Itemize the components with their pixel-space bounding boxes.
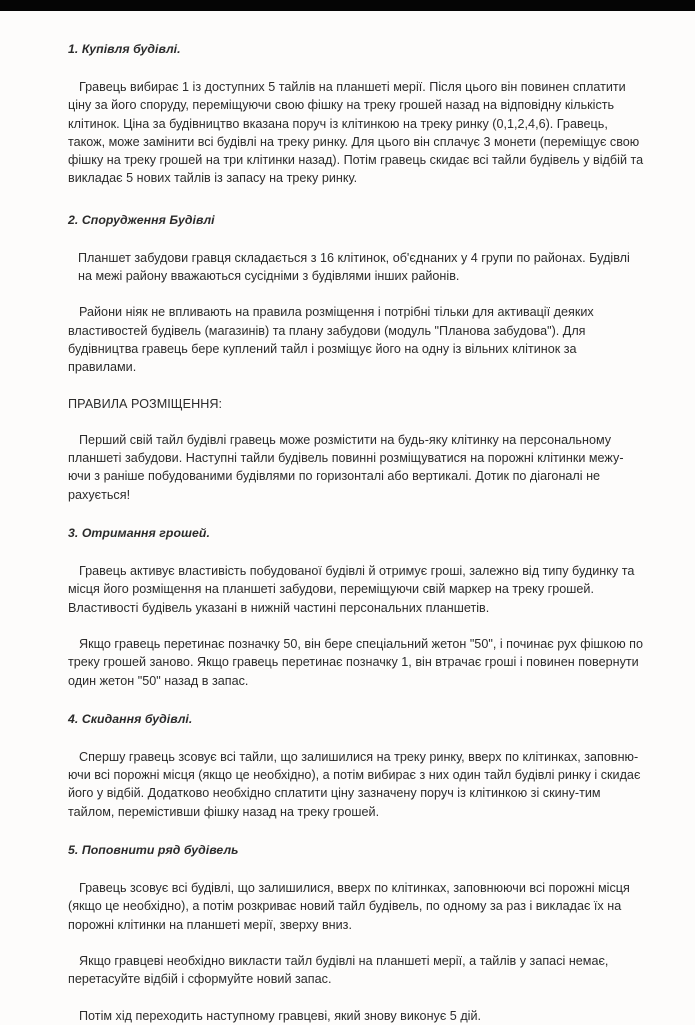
spacer [68,617,645,635]
document-page [0,11,695,1023]
section-1-paragraph-1: Гравець вибирає 1 із доступних 5 тайлів на планшеті мерії. Після цього він повинен сплатити ціну за його споруду, переміщуючи свою фішку на треку грошей назад на відповідну кількість клітинок. Ціна за будівництво вказана поруч із клітинкою на треку ринку (0,1,2,4,6). Гравець, також, може замінити всі будівлі на треку ринку. Для цього він сплачує 3 монети (переміщує свою фішку на треку грошей на три клітинки назад). Потім гравець скидає всі тайли будівель у відбій та викладає 5 нових тайлів із запасу на треку ринку. [68,80,644,186]
section-receiving-money [68,525,645,690]
spacer [68,228,645,249]
section-4-paragraph-1: Спершу гравець зсовує всі тайли, що залишилися на треку ринку, вверх по клітинках, заповню-ючи всі порожні місця (якщо це необхідно), а потім вибирає з них один тайл будівлі ринку і скидає його у відбій. Додатково необхідно сплатити ціну зазначену поруч із клітинкою зі скину-тим тайлом, перемістивши фішку назад на треку грошей. [68,749,641,819]
section-discarding-building [68,711,645,821]
section-2-heading: 2. Спорудження Будівлі [68,212,215,227]
spacer [68,377,645,395]
placement-rules-subheading: ПРАВИЛА РОЗМІЩЕННЯ: [68,396,223,411]
spacer [68,989,645,1007]
spacer [68,504,645,525]
spacer [68,934,645,952]
spacer [68,690,645,711]
spacer [68,858,645,879]
section-4-heading: 4. Скидання будівлі. [68,711,193,726]
section-5-paragraph-3: Потім хід переходить наступному гравцеві, який знову виконує 5 дій. [79,1008,482,1023]
section-constructing-building [68,212,645,504]
spacer [68,541,645,562]
top-black-bar [0,0,695,11]
spacer [68,727,645,748]
section-5-paragraph-1: Гравець зсовує всі будівлі, що залишилися, вверх по клітинках, заповнюючи всі порожні місця (якщо це необхідно), а потім розкриває новий тайл будівель, по одному за раз і викладає їх на порожні клітинки на планшеті мерії, зверху вниз. [68,881,630,932]
section-buying-building [68,41,645,188]
spacer [68,285,645,303]
section-2-paragraph-2: Райони ніяк не впливають на правила розміщення і потрібні тільки для активації деяких властивостей будівель (магазинів) та плану забудови (модуль "Планова забудова"). Для будівництва гравець бере куплений тайл і розміщує його на одну із вільних клітинок за правилами. [68,305,594,375]
section-2-paragraph-1: Планшет забудови гравця складається з 16 клітинок, об'єднаних у 4 групи по районах. Будівлі на межі району вважаються сусідніми з будівлями інших районів. [78,250,630,284]
section-1-heading: 1. Купівля будівлі. [68,42,181,56]
spacer [68,188,645,212]
placement-rules-paragraph: Перший свій тайл будівлі гравець може розмістити на будь-яку клітинку на персональному планшеті забудови. Наступні тайли будівель повинні розміщуватися на порожні клітинки межу-ючи з раніше побудованими будівлями по горизонталі або вертикалі. Дотик по діагоналі не рахується! [68,432,624,502]
spacer [68,821,645,842]
section-5-heading: 5. Поповнити ряд будівель [68,843,239,858]
section-refill-building-row [68,842,645,1025]
section-3-heading: 3. Отримання грошей. [68,526,210,541]
spacer [68,57,645,78]
section-3-paragraph-2: Якщо гравець перетинає позначку 50, він бере спеціальний жетон "50", і починає рух фішкою по треку грошей заново. Якщо гравець перетинає позначку 1, він втрачає гроші і повинен повернути один жетон "50" назад в запас. [68,636,644,688]
spacer [68,413,645,431]
section-5-paragraph-2: Якщо гравцеві необхідно викласти тайл будівлі на планшеті мерії, а тайлів у запасі немає, перетасуйте відбій і сформуйте новий запас. [68,953,609,987]
section-3-paragraph-1: Гравець активує властивість побудованої будівлі й отримує гроші, залежно від типу будинку та місця його розміщення на планшеті забудови, переміщуючи свій маркер на треку грошей. Властивості будівель указані в нижній частині персональних планшетів. [68,564,635,615]
